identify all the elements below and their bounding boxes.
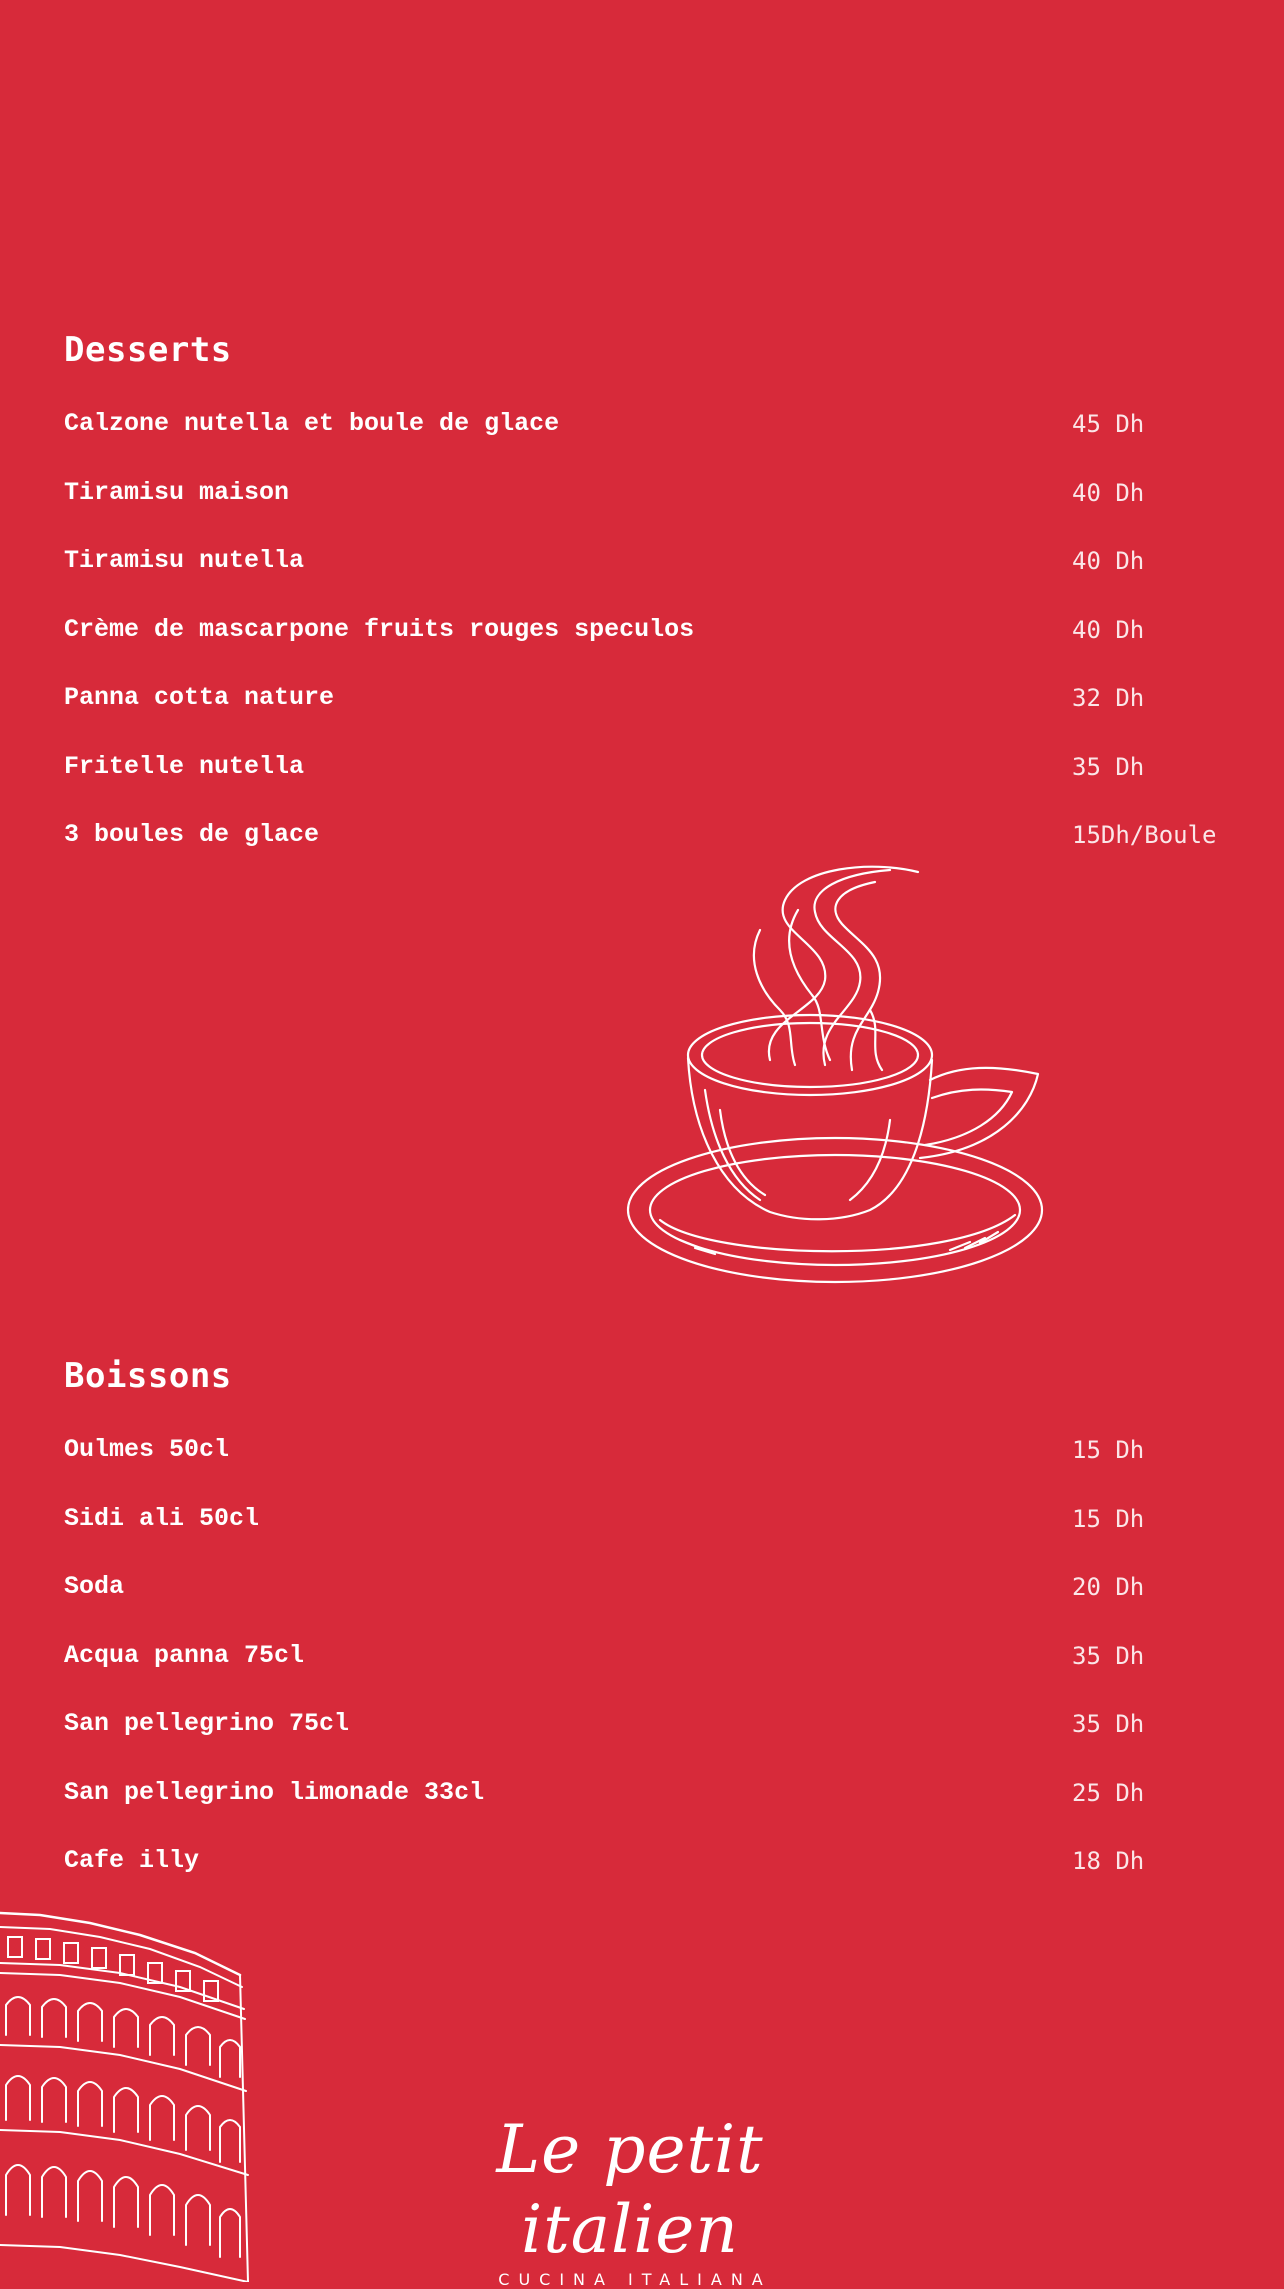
list-item (64, 1571, 1244, 1640)
brand-tagline: CUCINA ITALIANA (498, 2270, 772, 2289)
item-name: San pellegrino limonade 33cl (64, 1777, 485, 1807)
item-name: 3 boules de glace (64, 820, 320, 849)
item-price: 35 Dh (1072, 752, 1145, 781)
item-name: Panna cotta nature (64, 683, 335, 712)
item-name: San pellegrino 75cl (64, 1709, 350, 1738)
item-name: Cafe illy (64, 1846, 200, 1875)
list-item (64, 477, 1244, 546)
list-item (64, 1708, 1244, 1777)
item-price: 15Dh/Boule (1072, 821, 1217, 849)
list-item (64, 614, 1244, 683)
list-item (64, 408, 1244, 477)
item-price: 32 Dh (1072, 684, 1145, 712)
item-price: 25 Dh (1072, 1778, 1145, 1807)
item-price: 35 Dh (1072, 1641, 1145, 1670)
item-price: 40 Dh (1072, 547, 1145, 575)
list-item (64, 1640, 1244, 1709)
brand-name: Le petit italien (496, 2111, 764, 2268)
item-price: 20 Dh (1072, 1573, 1145, 1601)
desserts-title: Desserts (64, 330, 232, 370)
boissons-title: Boissons (64, 1356, 232, 1396)
list-item (64, 545, 1244, 614)
item-name: Calzone nutella et boule de glace (64, 409, 560, 438)
desserts-list (64, 408, 1244, 888)
list-item (64, 1845, 1244, 1914)
item-name: Oulmes 50cl (64, 1435, 230, 1464)
item-name: Acqua panna 75cl (64, 1640, 305, 1670)
list-item (64, 751, 1244, 820)
brand-logo (380, 2110, 880, 2289)
item-price: 18 Dh (1072, 1847, 1145, 1875)
list-item (64, 1503, 1244, 1572)
item-price: 15 Dh (1072, 1504, 1145, 1533)
item-price: 15 Dh (1072, 1436, 1145, 1464)
item-price: 35 Dh (1072, 1710, 1145, 1738)
item-name: Tiramisu maison (64, 477, 290, 507)
list-item (64, 1777, 1244, 1846)
coffee-cup-icon (620, 860, 1050, 1310)
item-name: Crème de mascarpone fruits rouges speculos (64, 614, 695, 644)
item-name: Sidi ali 50cl (64, 1503, 260, 1533)
item-name: Soda (64, 1572, 125, 1601)
boissons-list (64, 1434, 1244, 1914)
item-price: 40 Dh (1072, 615, 1145, 644)
item-price: 45 Dh (1072, 410, 1145, 438)
item-name: Tiramisu nutella (64, 546, 305, 575)
item-name: Fritelle nutella (64, 751, 305, 781)
list-item (64, 682, 1244, 751)
item-price: 40 Dh (1072, 478, 1145, 507)
colosseum-icon (0, 1905, 250, 2282)
list-item (64, 1434, 1244, 1503)
